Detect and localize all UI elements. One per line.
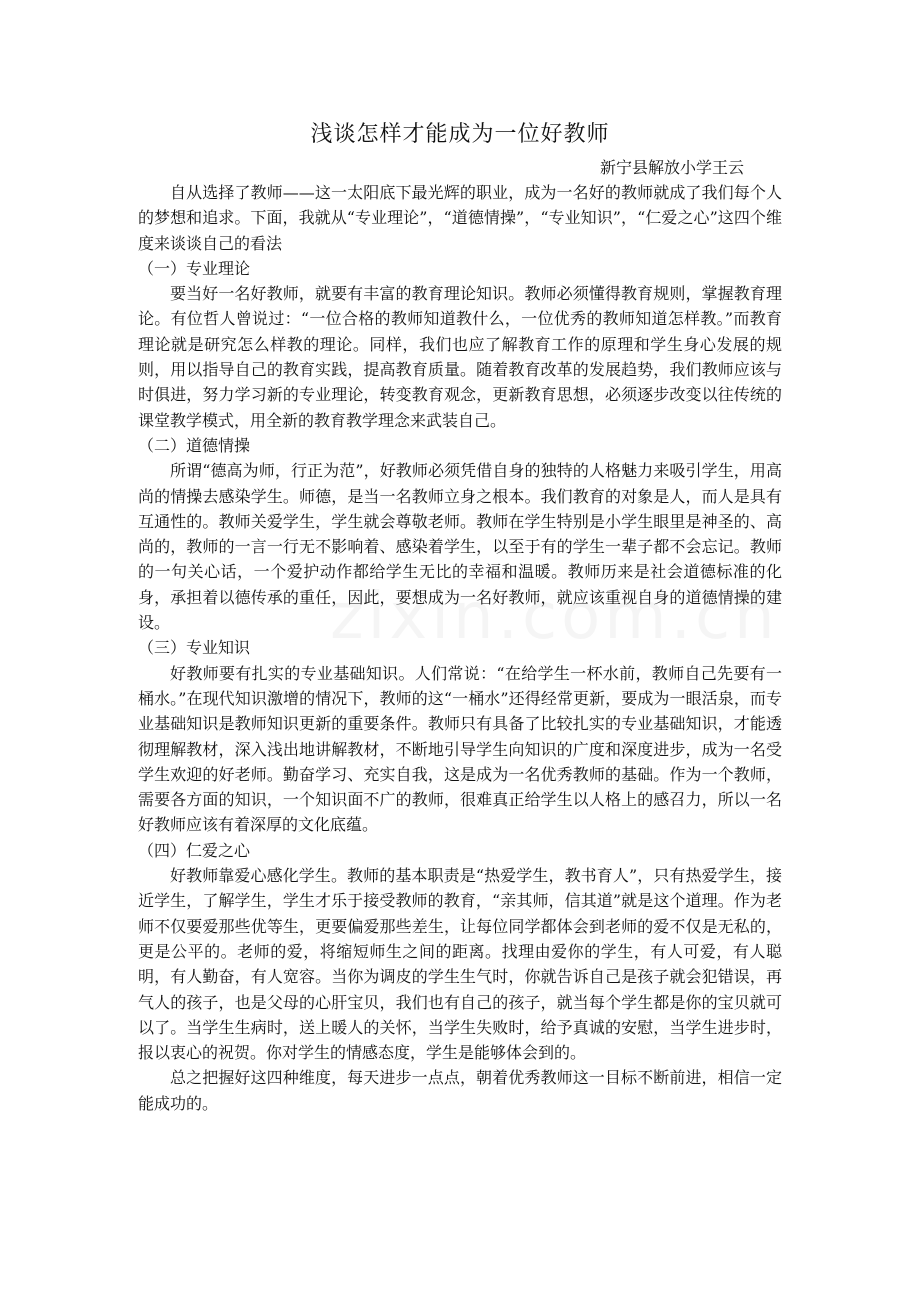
section-paragraph-theory: 要当好一名好教师，就要有丰富的教育理论知识。教师必须懂得教育规则，掌握教育理论。有位哲人曾说过：“一位合格的教师知道教什么，一位优秀的教师知道怎样教。”而教育理论就是研究怎么样教的理论。同样，我们也应了解教育工作的原理和学生身心发展的规则，用以指导自己的教育实践，提高教育质量。随着教育改革的发展趋势，我们教师应该与时俱进，努力学习新的专业理论，转变教育观念，更新教育思想，必须逐步改变以往传统的课堂教学模式，用全新的教育教学理念来武装自己。	[138, 284, 782, 430]
section-paragraph-knowledge: 好教师要有扎实的专业基础知识。人们常说：“在给学生一杯水前，教师自己先要有一桶水。”在现代知识激增的情况下，教师的这“一桶水”还得经常更新，要成为一眼活泉，而专业基础知识是教师知识更新的重要条件。教师只有具备了比较扎实的专业基础知识，才能透彻理解教材，深入浅出地讲解教材，不断地引导学生向知识的广度和深度进步，成为一名受学生欢迎的好老师。勤奋学习、充实自我，这是成为一名优秀教师的基础。作为一个教师，需要各方面的知识，一个知识面不广的教师，很难真正给学生以人格上的感召力，所以一名好教师应该有着深厚的文化底蕴。	[138, 663, 782, 835]
intro-paragraph: 自从选择了教师——这一太阳底下最光辉的职业，成为一名好的教师就成了我们每个人的梦想和追求。下面，我就从“专业理论”，“道德情操”，“专业知识”，“仁爱之心”这四个维度来谈谈自己的看法	[138, 183, 782, 253]
section-heading-morality: （二）道德情操	[138, 435, 251, 455]
document-page	[138, 118, 782, 1116]
section-heading-knowledge: （三）专业知识	[138, 638, 251, 658]
section-paragraph-morality: 所谓“德高为师，行正为范”，好教师必须凭借自身的独特的人格魅力来吸引学生，用高尚的情操去感染学生。师德，是当一名教师立身之根本。我们教育的对象是人，而人是具有互通性的。教师关爱学生，学生就会尊敬老师。教师在学生特别是小学生眼里是神圣的、高尚的，教师的一言一行无不影响着、感染着学生，以至于有的学生一辈子都不会忘记。教师的一句关心话，一个爱护动作都给学生无比的幸福和温暖。教师历来是社会道德标准的化身，承担着以德传承的重任，因此，要想成为一名好教师，就应该重视自身的道德情操的建设。	[138, 461, 782, 633]
conclusion-paragraph: 总之把握好这四种维度，每天进步一点点，朝着优秀教师这一目标不断前进，相信一定能成功的。	[138, 1068, 782, 1113]
section-heading-benevolence: （四）仁爱之心	[138, 840, 251, 860]
document-author: 新宁县解放小学王云	[599, 158, 744, 177]
section-heading-theory: （一）专业理论	[138, 258, 251, 278]
section-paragraph-benevolence: 好教师靠爱心感化学生。教师的基本职责是“热爱学生，教书育人”，只有热爱学生，接近学生，了解学生，学生才乐于接受教师的教育，“亲其师，信其道”就是这个道理。作为老师不仅要爱那些优等生，更要偏爱那些差生，让每位同学都体会到老师的爱不仅是无私的，更是公平的。老师的爱，将缩短师生之间的距离。找理由爱你的学生，有人可爱，有人聪明，有人勤奋，有人宽容。当你为调皮的学生生气时，你就告诉自己是孩子就会犯错误，再气人的孩子，也是父母的心肝宝贝，我们也有自己的孩子，就当每个学生都是你的宝贝就可以了。当学生生病时，送上暖人的关怀，当学生失败时，给予真诚的安慰，当学生进步时，报以衷心的祝贺。你对学生的情感态度，学生是能够体会到的。	[138, 866, 782, 1063]
document-title: 浅谈怎样才能成为一位好教师	[310, 122, 610, 147]
